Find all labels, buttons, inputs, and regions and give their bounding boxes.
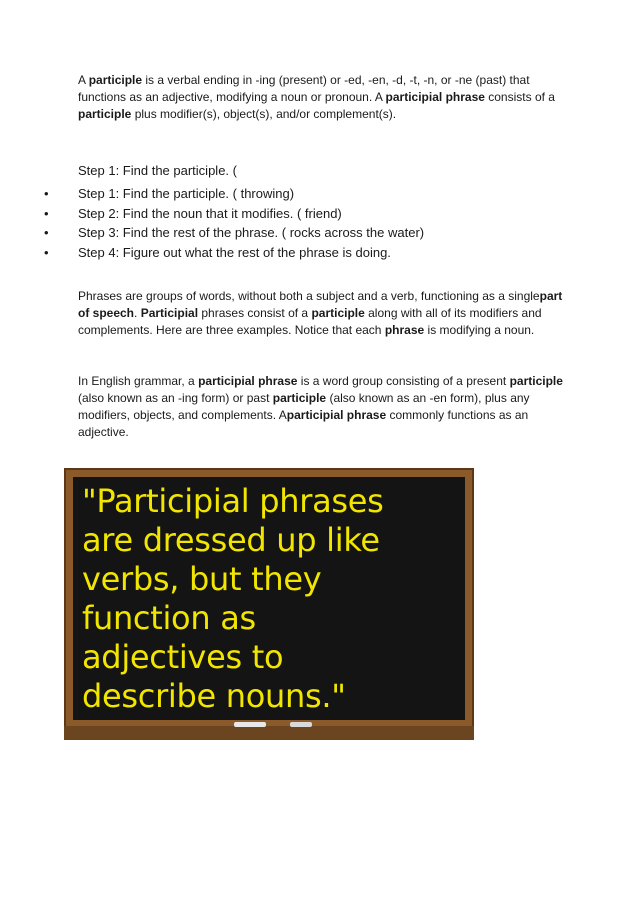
list-item bbox=[44, 184, 424, 204]
bullet-icon: • bbox=[44, 225, 49, 240]
bold-term: participial phrase bbox=[385, 90, 485, 104]
chalk-piece-icon bbox=[290, 722, 312, 727]
bullet-icon: • bbox=[44, 205, 49, 221]
step-text: Step 3: Find the rest of the phrase. ( rocks across the water) bbox=[78, 225, 425, 240]
text: phrases consist of a bbox=[198, 306, 312, 320]
text: along with all of its modifiers and complements. Here are three examples. Notice that each bbox=[78, 306, 542, 337]
bullet-icon: • bbox=[44, 186, 49, 201]
step-lead-line: Step 1: Find the participle. ( bbox=[78, 163, 237, 178]
text: commonly functions as an adjective. bbox=[78, 408, 529, 439]
intro-paragraph bbox=[78, 72, 568, 123]
bold-term: phrase bbox=[384, 323, 425, 337]
text: is a word group consisting of a present bbox=[297, 374, 510, 388]
phrases-paragraph bbox=[78, 288, 568, 339]
step-text: Step 4: Figure out what the rest of the phrase is doing. bbox=[78, 244, 391, 260]
bold-term: participle bbox=[311, 306, 365, 320]
bold-term: Participial bbox=[140, 306, 199, 320]
steps-list bbox=[44, 184, 424, 262]
list-item bbox=[44, 243, 424, 263]
bullet-icon: • bbox=[44, 244, 49, 260]
text: A bbox=[78, 73, 89, 87]
text: is a verbal ending in -ing (present) or -ed, -en, -d, -t, -n, or -ne (past) that functions as an adjective, modifying a noun or pronoun. A bbox=[78, 73, 530, 104]
chalk-ledge bbox=[64, 726, 474, 740]
grammar-paragraph bbox=[78, 373, 568, 441]
text: consists of a bbox=[484, 90, 555, 104]
text: Phrases are groups of words, without both a subject and a verb, functioning as a single bbox=[78, 289, 540, 303]
bold-term: participle bbox=[509, 374, 563, 388]
text: is modifying a noun. bbox=[424, 323, 535, 337]
step-text: Step 1: Find the participle. ( throwing) bbox=[78, 186, 295, 201]
chalkboard-image bbox=[64, 468, 474, 742]
bold-term: participle bbox=[88, 73, 143, 87]
text: . bbox=[134, 306, 141, 320]
bold-term: participial phrase bbox=[198, 374, 298, 388]
chalk-piece-icon bbox=[234, 722, 266, 727]
bold-term: participle bbox=[78, 107, 132, 121]
list-item bbox=[44, 223, 424, 243]
text: (also known as an -en form), plus any modifiers, objects, and complements. A bbox=[78, 391, 530, 422]
chalkboard-quote: "Participial phrases are dressed up like verbs, but they function as adjectives to describe nouns." bbox=[82, 482, 384, 715]
list-item bbox=[44, 204, 424, 224]
bold-term: part of speech bbox=[78, 289, 563, 320]
text: In English grammar, a bbox=[78, 374, 199, 388]
step-text: Step 2: Find the noun that it modifies. ( friend) bbox=[78, 205, 342, 221]
text: plus modifier(s), object(s), and/or complement(s). bbox=[131, 107, 397, 121]
bold-term: participle bbox=[272, 391, 327, 405]
text: (also known as an -ing form) or past bbox=[78, 391, 273, 405]
bold-term: participial phrase bbox=[286, 408, 387, 422]
